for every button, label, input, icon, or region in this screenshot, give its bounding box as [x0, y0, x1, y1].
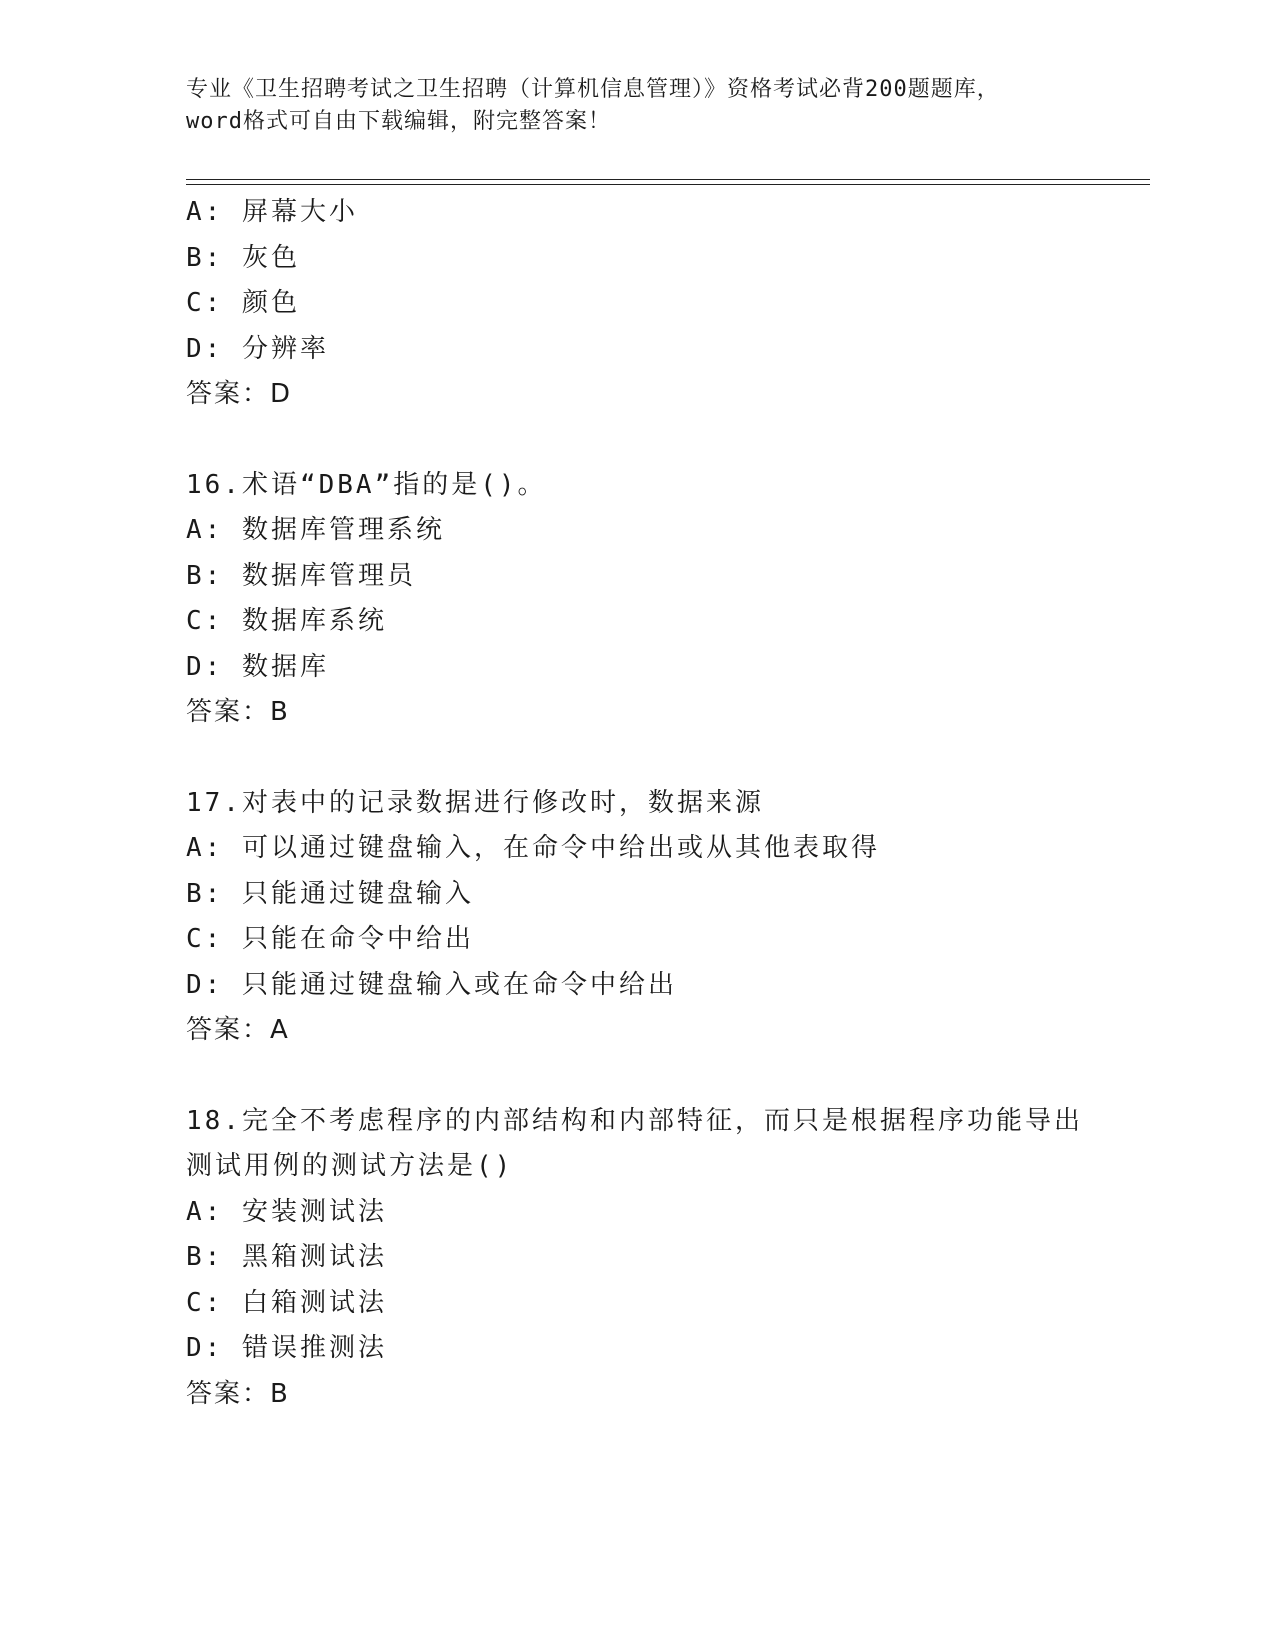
answer-line: 答案：A: [186, 1015, 290, 1045]
option-d: D: 只能通过键盘输入或在命令中给出: [186, 969, 677, 1000]
option-c: C: 白箱测试法: [186, 1287, 387, 1318]
header-line-2: word格式可自由下载编辑，附完整答案！: [186, 109, 611, 134]
option-b: B: 黑箱测试法: [186, 1242, 387, 1272]
question-block-17: [186, 781, 1146, 1054]
answer-line: 答案：B: [186, 1378, 290, 1409]
header-divider-top: [186, 179, 1150, 180]
option-b: B: 只能通过键盘输入: [186, 878, 474, 909]
option-d: D: 数据库: [186, 651, 329, 682]
option-a: A: 屏幕大小: [186, 197, 358, 227]
question-block-18: [186, 1099, 1146, 1418]
option-c: C: 只能在命令中给出: [186, 924, 474, 954]
block-spacer: [186, 736, 1146, 781]
option-d: D: 分辨率: [186, 333, 329, 364]
answer-line: 答案：B: [186, 697, 290, 727]
answer-line: 答案：D: [186, 379, 293, 409]
question-text: 16.术语“DBA”指的是()。: [186, 469, 547, 500]
question-text-continued: 测试用例的测试方法是(): [186, 1151, 514, 1181]
option-a: A: 可以通过键盘输入，在命令中给出或从其他表取得: [186, 833, 880, 863]
option-b: B: 灰色: [186, 242, 300, 273]
header-line-1: 专业《卫生招聘考试之卫生招聘（计算机信息管理）》资格考试必背200题题库，: [186, 77, 1000, 102]
block-spacer: [186, 1054, 1146, 1099]
header-divider-bottom: [186, 184, 1150, 185]
document-header: [186, 74, 1086, 138]
option-a: A: 数据库管理系统: [186, 515, 445, 545]
option-d: D: 错误推测法: [186, 1333, 387, 1363]
option-a: A: 安装测试法: [186, 1196, 387, 1227]
question-text: 18.完全不考虑程序的内部结构和内部特征，而只是根据程序功能导出: [186, 1105, 1083, 1136]
option-b: B: 数据库管理员: [186, 560, 416, 591]
option-c: C: 数据库系统: [186, 606, 387, 636]
block-spacer: [186, 418, 1146, 463]
option-c: C: 颜色: [186, 288, 300, 318]
question-text: 17.对表中的记录数据进行修改时，数据来源: [186, 787, 764, 818]
question-block-16: [186, 463, 1146, 736]
question-list: [186, 190, 1146, 1417]
question-block-15: [186, 190, 1146, 418]
